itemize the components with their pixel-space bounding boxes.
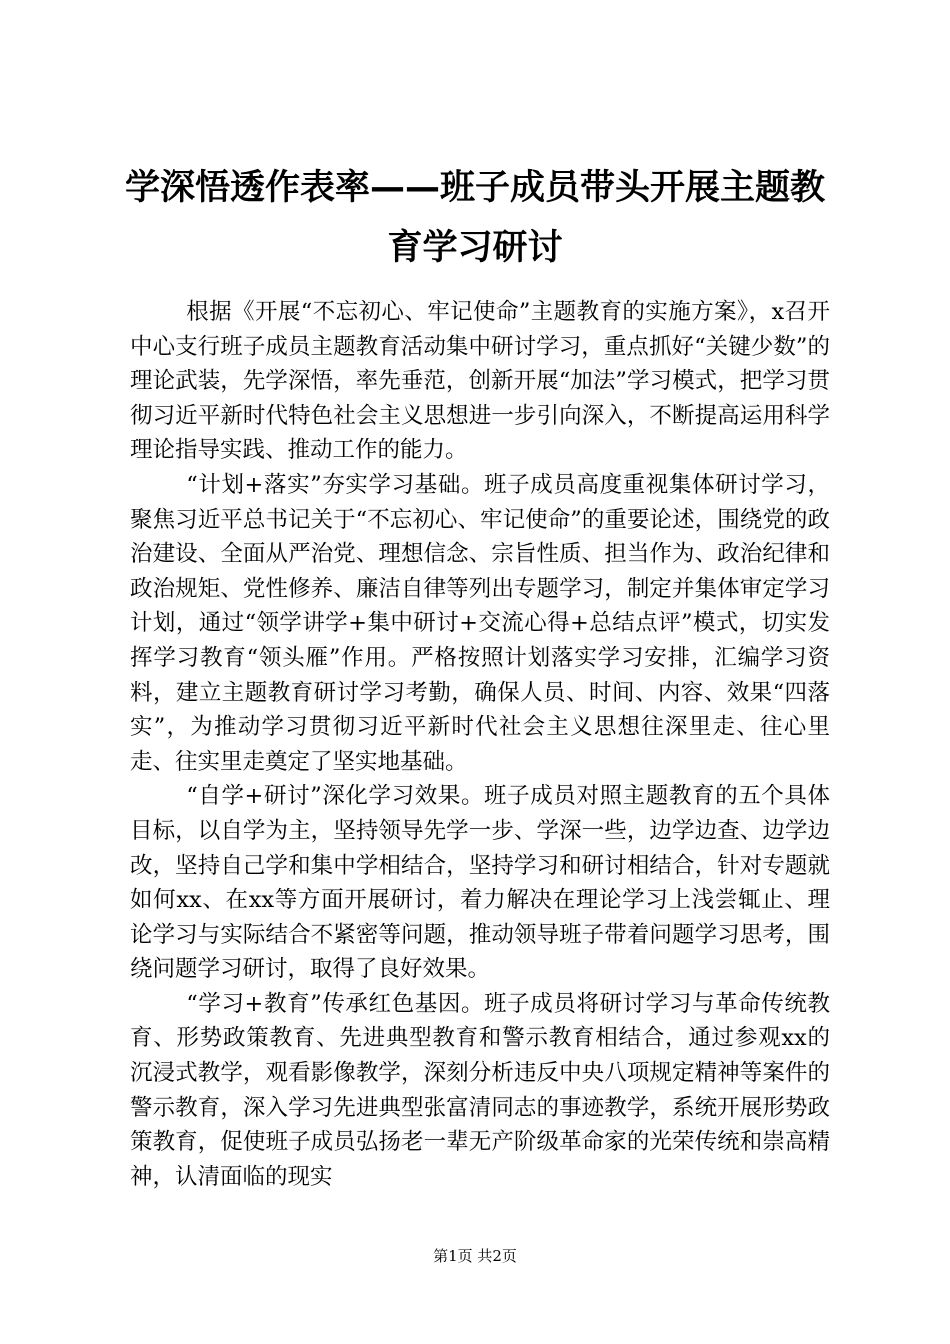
title-line-1: 学深悟透作表率——班子成员带头开展主题教 (124, 168, 825, 208)
paragraph-intro: 根据《开展“不忘初心、牢记使命”主题教育的实施方案》，x召开中心支行班子成员主题教育活动集中研讨学习，重点抓好“关键少数”的理论武装，先学深悟，率先垂范，创新开展“加法”学习模式，把学习贯彻习近平新时代特色社会主义思想进一步引向深入，不断提高运用科学理论指导实践、推动工作的能力。 (130, 299, 830, 464)
page-footer: 第1页 共2页 (433, 1247, 517, 1265)
page-title (100, 158, 850, 278)
paragraph-plan-implement: “计划+落实”夯实学习基础。班子成员高度重视集体研讨学习，聚焦习近平总书记关于“不忘初心、牢记使命”的重要论述，围绕党的政治建设、全面从严治党、理想信念、宗旨性质、担当作为、政治纪律和政治规矩、党性修养、廉洁自律等列出专题学习，制定并集体审定学习计划，通过“领学讲学+集中研讨+交流心得+总结点评”模式，切实发挥学习教育“领头雁”作用。严格按照计划落实学习安排，汇编学习资料，建立主题教育研讨学习考勤，确保人员、时间、内容、效果“四落实”，为推动学习贯彻习近平新时代社会主义思想往深里走、往心里走、往实里走奠定了坚实地基础。 (130, 471, 830, 775)
paragraph-self-study: “自学+研讨”深化学习效果。班子成员对照主题教育的五个具体目标，以自学为主，坚持领导先学一步、学深一些，边学边查、边学边改，坚持自己学和集中学相结合，坚持学习和研讨相结合，针对专题就如何xx、在xx等方面开展研讨，着力解决在理论学习上浅尝辄止、理论学习与实际结合不紧密等问题，推动领导班子带着问题学习思考，围绕问题学习研讨，取得了良好效果。 (130, 783, 830, 983)
title-line-2: 育学习研讨 (387, 228, 563, 268)
paragraph-study-education: “学习+教育”传承红色基因。班子成员将研讨学习与革命传统教育、形势政策教育、先进典型教育和警示教育相结合，通过参观xx的沉浸式教学，观看影像教学，深刻分析违反中央八项规定精神等案件的警示教育，深入学习先进典型张富清同志的事迹教学，系统开展形势政策教育，促使班子成员弘扬老一辈无产阶级革命家的光荣传统和崇高精神，认清面临的现实 (130, 990, 830, 1190)
document-body (130, 295, 830, 1194)
